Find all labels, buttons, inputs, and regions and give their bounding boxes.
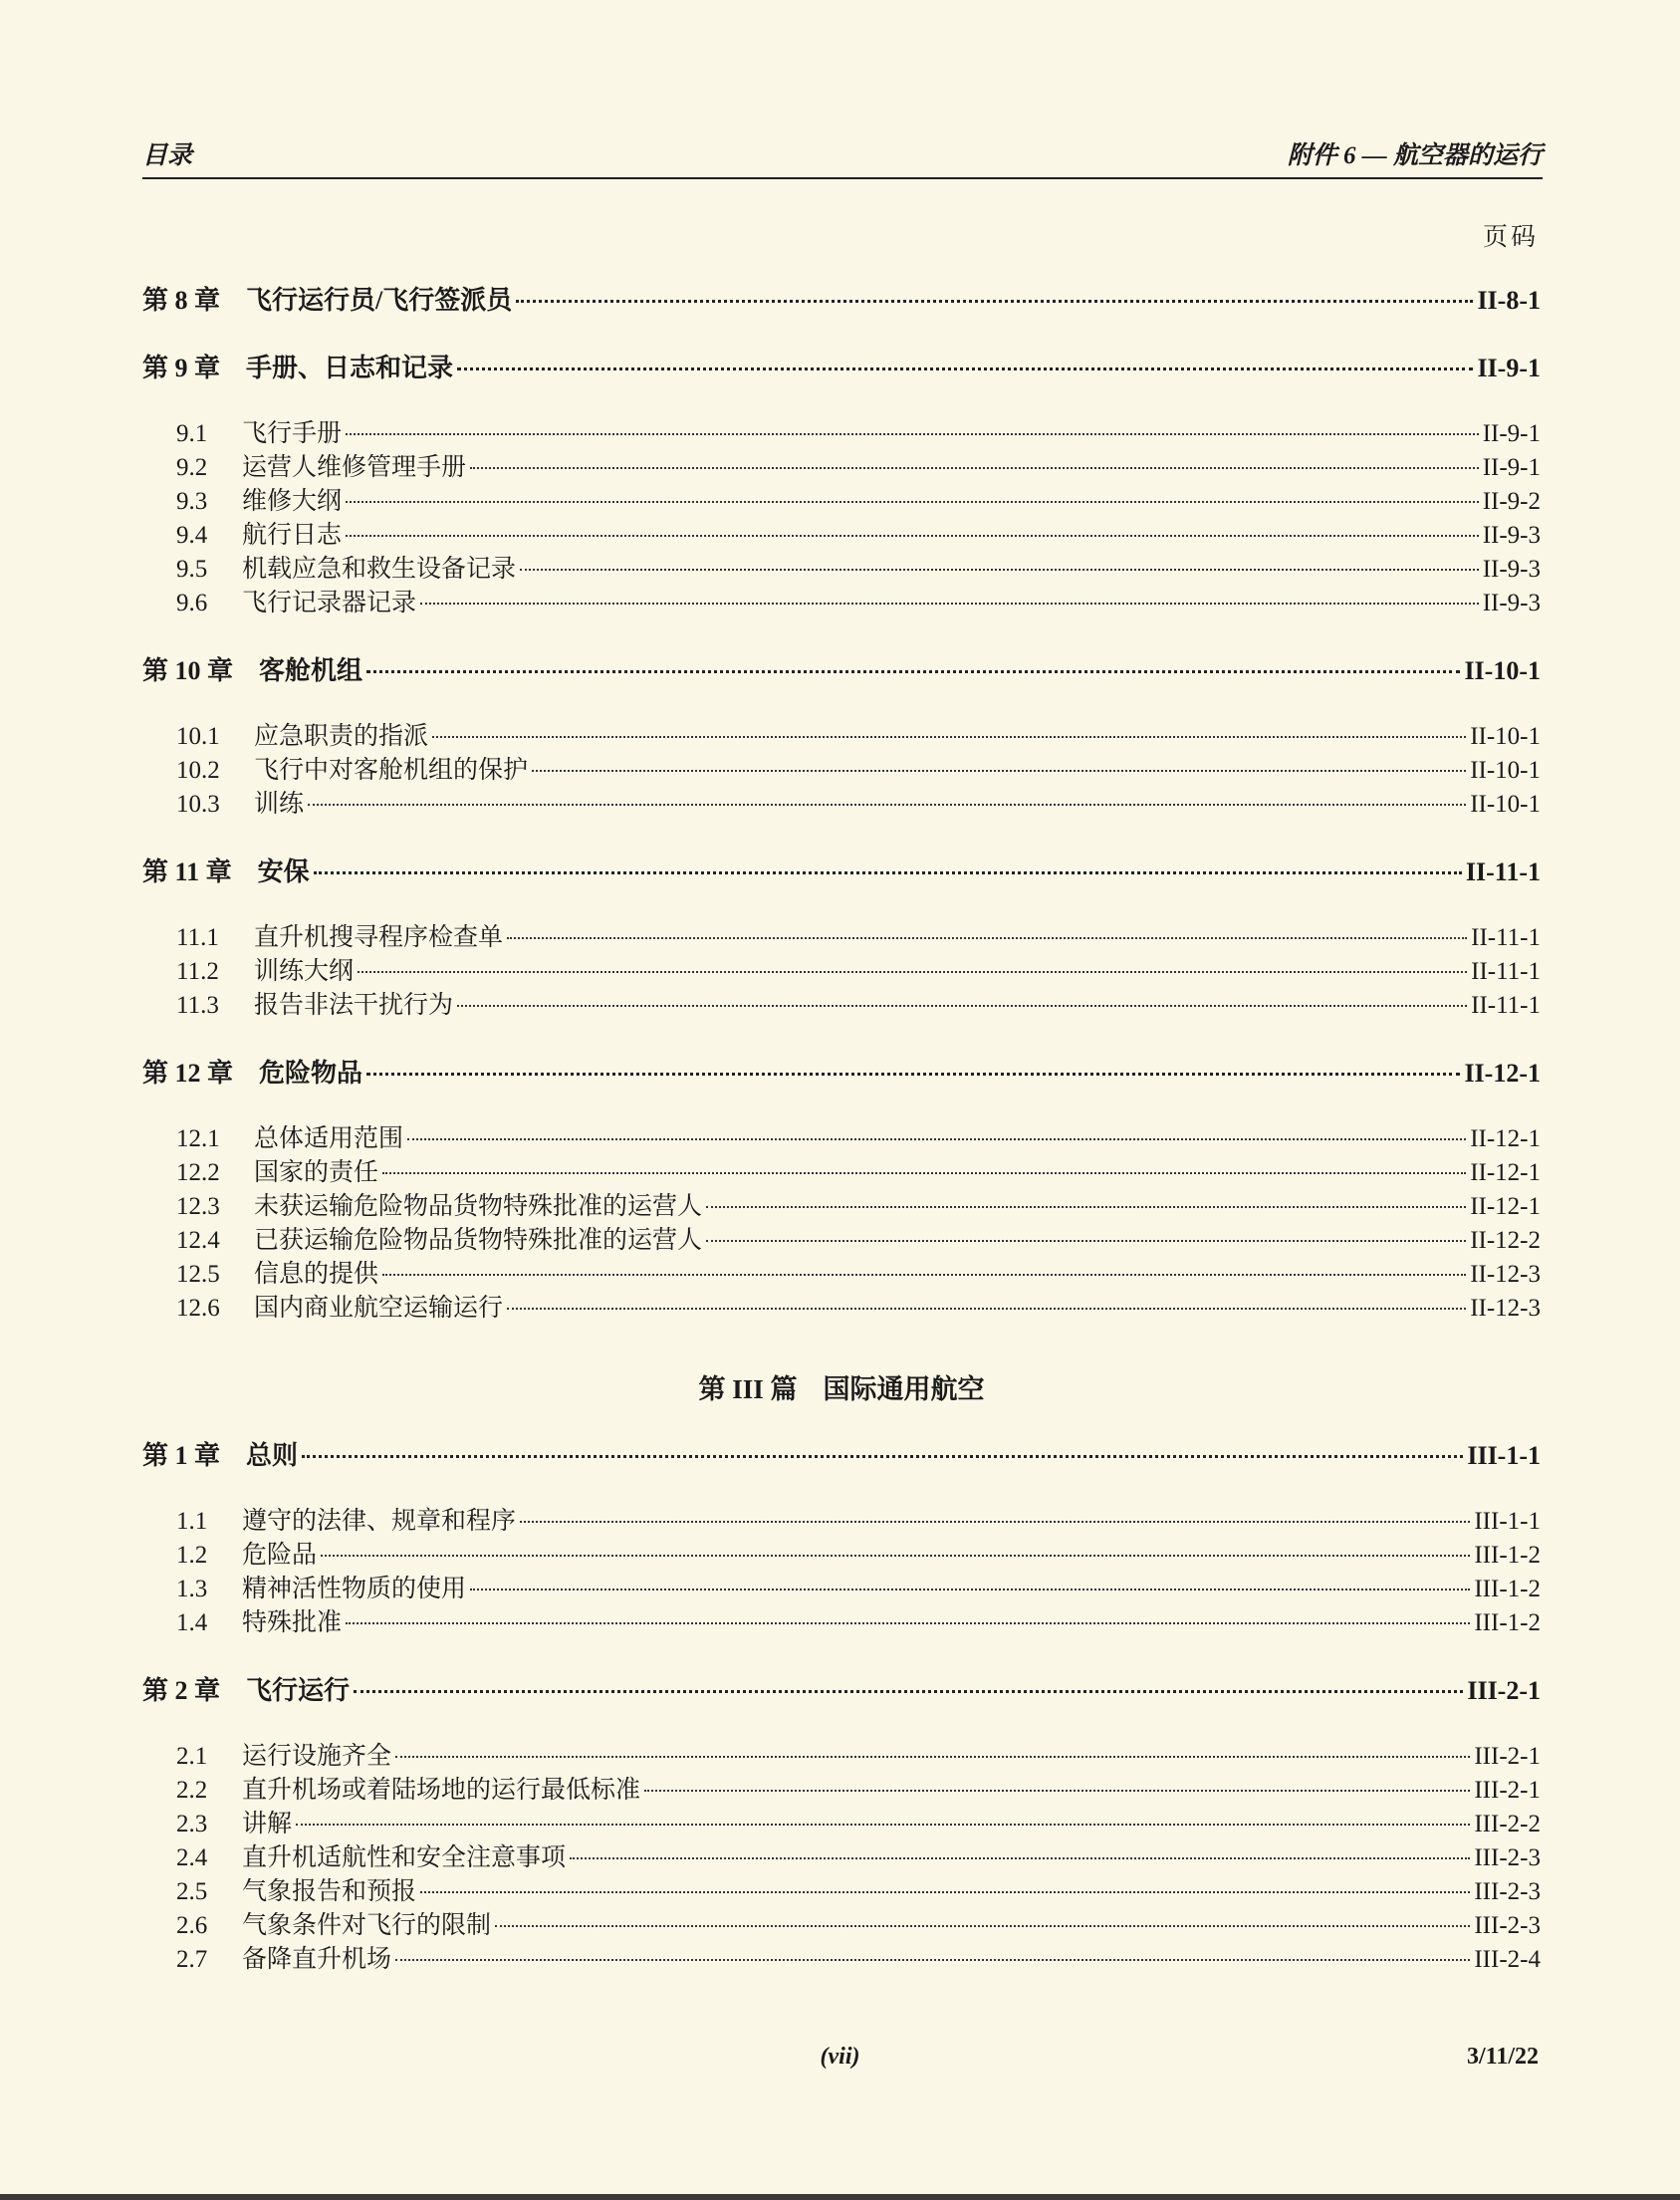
entry-page: III-2-3	[1474, 1912, 1541, 1939]
entry-number: 12.2	[176, 1159, 220, 1186]
chapter-title: 危险物品	[259, 1059, 363, 1088]
entry-page: II-11-1	[1471, 992, 1541, 1019]
entry-title: 直升机搜寻程序检查单	[254, 924, 504, 951]
entry-title: 运行设施齐全	[242, 1743, 392, 1770]
entry-page: II-9-1	[1482, 420, 1541, 447]
entry-page: III-2-3	[1474, 1878, 1541, 1905]
entry-number: 2.1	[176, 1743, 208, 1770]
entry-page: II-11-1	[1471, 924, 1541, 951]
entry-number: 1.3	[176, 1576, 208, 1602]
entry-number: 9.1	[176, 420, 208, 447]
toc-entry-10-1[interactable]	[142, 720, 1541, 754]
entry-title: 直升机适航性和安全注意事项	[242, 1844, 567, 1871]
toc-entry-11-2[interactable]	[142, 955, 1541, 989]
entry-page: III-2-2	[1474, 1811, 1541, 1837]
dot-leader	[644, 1790, 1470, 1792]
dot-leader	[346, 433, 1479, 435]
toc-entry-10-3[interactable]	[142, 788, 1541, 822]
toc-entry-p3-2-1[interactable]	[142, 1740, 1541, 1774]
entry-number: 10.1	[176, 723, 220, 750]
chapter-number: 第 9 章	[142, 354, 221, 382]
chapter-title: 飞行运行员/飞行签派员	[246, 286, 513, 315]
header-document-title: 附件 6 — 航空器的运行	[1287, 142, 1543, 169]
dot-leader	[470, 467, 1479, 469]
entry-title: 已获运输危险物品货物特殊批准的运营人	[254, 1227, 703, 1254]
entry-page: II-12-3	[1470, 1295, 1541, 1322]
entry-number: 12.5	[176, 1261, 220, 1288]
chapter-number: 第 11 章	[142, 857, 232, 886]
entry-page: III-2-4	[1474, 1946, 1541, 1973]
entry-title: 遵守的法律、规章和程序	[242, 1508, 517, 1535]
entry-page: III-1-2	[1474, 1576, 1541, 1602]
entry-page: II-9-3	[1482, 556, 1541, 583]
toc-entry-12-6[interactable]	[142, 1292, 1541, 1326]
chapter-title: 总则	[246, 1441, 299, 1470]
toc-chapter-8[interactable]	[142, 284, 1541, 318]
toc-chapter-12[interactable]	[142, 1057, 1541, 1091]
dot-leader	[570, 1857, 1470, 1859]
dot-leader	[520, 569, 1479, 571]
chapter-number: 第 10 章	[142, 656, 234, 685]
entry-number: 11.1	[176, 924, 219, 951]
entry-page: III-1-2	[1474, 1609, 1541, 1636]
entry-number: 12.1	[176, 1125, 220, 1152]
entry-title: 气象条件对飞行的限制	[242, 1912, 492, 1939]
entry-number: 2.3	[176, 1811, 208, 1837]
entry-number: 11.2	[176, 958, 219, 985]
toc-entry-p3-2-2[interactable]	[142, 1774, 1541, 1808]
entry-title: 精神活性物质的使用	[242, 1576, 467, 1602]
toc-entry-12-5[interactable]	[142, 1258, 1541, 1292]
toc-part3-chapter-2[interactable]	[142, 1674, 1541, 1708]
dot-leader	[516, 300, 1473, 303]
entry-title: 飞行中对客舱机组的保护	[254, 757, 529, 784]
dot-leader	[302, 1455, 1463, 1458]
entry-number: 2.5	[176, 1878, 208, 1905]
part-3-heading	[142, 1369, 1541, 1409]
dot-leader	[358, 971, 1467, 973]
dot-leader	[346, 1622, 1470, 1624]
dot-leader	[432, 736, 1466, 738]
entry-page: II-12-1	[1470, 1193, 1541, 1220]
entry-title: 备降直升机场	[242, 1946, 392, 1973]
toc-entry-9-4[interactable]	[142, 519, 1541, 553]
entry-number: 2.4	[176, 1844, 208, 1871]
dot-leader	[520, 1521, 1470, 1523]
entry-number: 1.4	[176, 1609, 208, 1636]
entry-title: 报告非法干扰行为	[254, 992, 454, 1019]
entry-page: III-2-1	[1474, 1777, 1541, 1804]
entry-title: 飞行记录器记录	[242, 590, 417, 616]
dot-leader	[470, 1589, 1470, 1590]
dot-leader	[308, 804, 1466, 806]
entry-page: II-9-1	[1482, 454, 1541, 481]
entry-page: II-12-1	[1470, 1125, 1541, 1152]
dot-leader	[382, 1274, 1466, 1276]
toc-entry-11-1[interactable]	[142, 921, 1541, 955]
entry-number: 10.3	[176, 791, 220, 818]
entry-title: 机载应急和救生设备记录	[242, 556, 517, 583]
page-column-label: 页码	[1482, 224, 1539, 251]
entry-page: II-12-3	[1470, 1261, 1541, 1288]
entry-number: 2.2	[176, 1777, 208, 1804]
chapter-page: II-11-1	[1465, 857, 1541, 886]
entry-title: 气象报告和预报	[242, 1878, 417, 1905]
dot-leader	[532, 770, 1466, 772]
dot-leader	[457, 367, 1473, 370]
toc-entry-12-1[interactable]	[142, 1122, 1541, 1156]
part-number: 第 III 篇	[698, 1374, 798, 1404]
toc-entry-p3-1-1[interactable]	[142, 1505, 1541, 1539]
entry-page: II-10-1	[1470, 757, 1541, 784]
table-of-contents	[142, 284, 1541, 1977]
chapter-number: 第 12 章	[142, 1059, 234, 1088]
entry-title: 航行日志	[242, 522, 343, 549]
toc-entry-9-3[interactable]	[142, 485, 1541, 519]
entry-page: III-1-1	[1474, 1508, 1541, 1535]
entry-page: II-11-1	[1471, 958, 1541, 985]
entry-title: 训练大纲	[254, 958, 355, 985]
chapter-number: 第 8 章	[142, 286, 221, 315]
entry-title: 讲解	[242, 1811, 293, 1837]
entry-page: II-9-3	[1482, 522, 1541, 549]
chapter-number: 第 2 章	[142, 1676, 221, 1705]
entry-page: II-12-1	[1470, 1159, 1541, 1186]
dot-leader	[706, 1240, 1466, 1242]
toc-part3-chapter-1[interactable]	[142, 1439, 1541, 1473]
dot-leader	[314, 871, 1462, 874]
entry-title: 特殊批准	[242, 1609, 343, 1636]
entry-page: III-2-1	[1474, 1743, 1541, 1770]
dot-leader	[346, 535, 1479, 537]
toc-entry-p3-2-3[interactable]	[142, 1808, 1541, 1841]
entry-number: 9.3	[176, 488, 208, 515]
entry-number: 12.3	[176, 1193, 220, 1220]
toc-entry-9-1[interactable]	[142, 417, 1541, 451]
chapter-title: 安保	[257, 857, 310, 886]
dot-leader	[395, 1756, 1470, 1758]
toc-entry-p3-2-7[interactable]	[142, 1943, 1541, 1977]
chapter-title: 手册、日志和记录	[246, 354, 454, 382]
footer-date: 3/11/22	[1466, 2044, 1539, 2070]
dot-leader	[507, 937, 1467, 939]
entry-number: 2.7	[176, 1946, 208, 1973]
toc-entry-12-4[interactable]	[142, 1224, 1541, 1258]
dot-leader	[507, 1308, 1466, 1310]
chapter-page: III-1-1	[1467, 1441, 1541, 1470]
entry-page: III-1-2	[1474, 1542, 1541, 1569]
entry-title: 飞行手册	[242, 420, 343, 447]
toc-entry-9-5[interactable]	[142, 553, 1541, 587]
dot-leader	[420, 1891, 1470, 1893]
toc-entry-10-2[interactable]	[142, 754, 1541, 788]
entry-number: 9.6	[176, 590, 208, 616]
toc-entry-9-2[interactable]	[142, 451, 1541, 485]
toc-entry-p3-1-3[interactable]	[142, 1573, 1541, 1606]
entry-number: 12.4	[176, 1227, 220, 1254]
entry-title: 信息的提供	[254, 1261, 379, 1288]
dot-leader	[420, 603, 1479, 605]
dot-leader	[407, 1138, 1466, 1140]
entry-number: 1.2	[176, 1542, 208, 1569]
toc-chapter-10[interactable]	[142, 654, 1541, 688]
footer-page-number: (vii)	[820, 2044, 860, 2070]
entry-title: 训练	[254, 791, 305, 818]
entry-page: II-10-1	[1470, 791, 1541, 818]
scan-edge	[0, 2194, 1680, 2200]
dot-leader	[321, 1555, 1470, 1557]
entry-title: 直升机场或着陆场地的运行最低标准	[242, 1777, 641, 1804]
entry-title: 国家的责任	[254, 1159, 379, 1186]
toc-entry-p3-1-4[interactable]	[142, 1606, 1541, 1640]
toc-entry-p3-2-5[interactable]	[142, 1875, 1541, 1909]
dot-leader	[495, 1925, 1470, 1927]
chapter-title: 客舱机组	[259, 656, 363, 685]
toc-entry-p3-2-6[interactable]	[142, 1909, 1541, 1943]
dot-leader	[706, 1206, 1466, 1208]
dot-leader	[346, 501, 1479, 503]
chapter-page: II-12-1	[1464, 1059, 1541, 1088]
chapter-page: II-10-1	[1464, 656, 1541, 685]
running-header	[142, 137, 1543, 179]
entry-page: II-9-3	[1482, 590, 1541, 616]
entry-title: 总体适用范围	[254, 1125, 404, 1152]
toc-entry-9-6[interactable]	[142, 587, 1541, 620]
entry-title: 应急职责的指派	[254, 723, 429, 750]
dot-leader	[366, 1073, 1460, 1076]
entry-number: 12.6	[176, 1295, 220, 1322]
chapter-page: II-9-1	[1477, 354, 1541, 382]
toc-chapter-9[interactable]	[142, 352, 1541, 385]
dot-leader	[395, 1959, 1470, 1961]
entry-page: II-9-2	[1482, 488, 1541, 515]
entry-page: II-10-1	[1470, 723, 1541, 750]
entry-page: III-2-3	[1474, 1844, 1541, 1871]
chapter-page: III-2-1	[1467, 1676, 1541, 1705]
header-section-label: 目录	[142, 142, 193, 169]
toc-entry-12-3[interactable]	[142, 1190, 1541, 1224]
dot-leader	[296, 1824, 1470, 1826]
chapter-title: 飞行运行	[246, 1676, 351, 1705]
toc-entry-p3-2-4[interactable]	[142, 1841, 1541, 1875]
entry-number: 9.4	[176, 522, 208, 549]
entry-title: 国内商业航空运输运行	[254, 1295, 504, 1322]
toc-entry-12-2[interactable]	[142, 1156, 1541, 1190]
part-title: 国际通用航空	[823, 1374, 985, 1404]
entry-number: 9.2	[176, 454, 208, 481]
entry-number: 10.2	[176, 757, 220, 784]
dot-leader	[366, 670, 1460, 673]
entry-title: 维修大纲	[242, 488, 343, 515]
entry-number: 1.1	[176, 1508, 208, 1535]
chapter-page: II-8-1	[1477, 286, 1541, 315]
dot-leader	[354, 1690, 1463, 1693]
dot-leader	[457, 1005, 1467, 1007]
toc-entry-p3-1-2[interactable]	[142, 1539, 1541, 1573]
toc-entry-11-3[interactable]	[142, 989, 1541, 1023]
dot-leader	[382, 1172, 1466, 1174]
entry-title: 未获运输危险物品货物特殊批准的运营人	[254, 1193, 703, 1220]
toc-chapter-11[interactable]	[142, 856, 1541, 889]
entry-number: 11.3	[176, 992, 219, 1019]
entry-title: 运营人维修管理手册	[242, 454, 467, 481]
entry-number: 2.6	[176, 1912, 208, 1939]
entry-title: 危险品	[242, 1542, 318, 1569]
entry-page: II-12-2	[1470, 1227, 1541, 1254]
entry-number: 9.5	[176, 556, 208, 583]
chapter-number: 第 1 章	[142, 1441, 221, 1470]
